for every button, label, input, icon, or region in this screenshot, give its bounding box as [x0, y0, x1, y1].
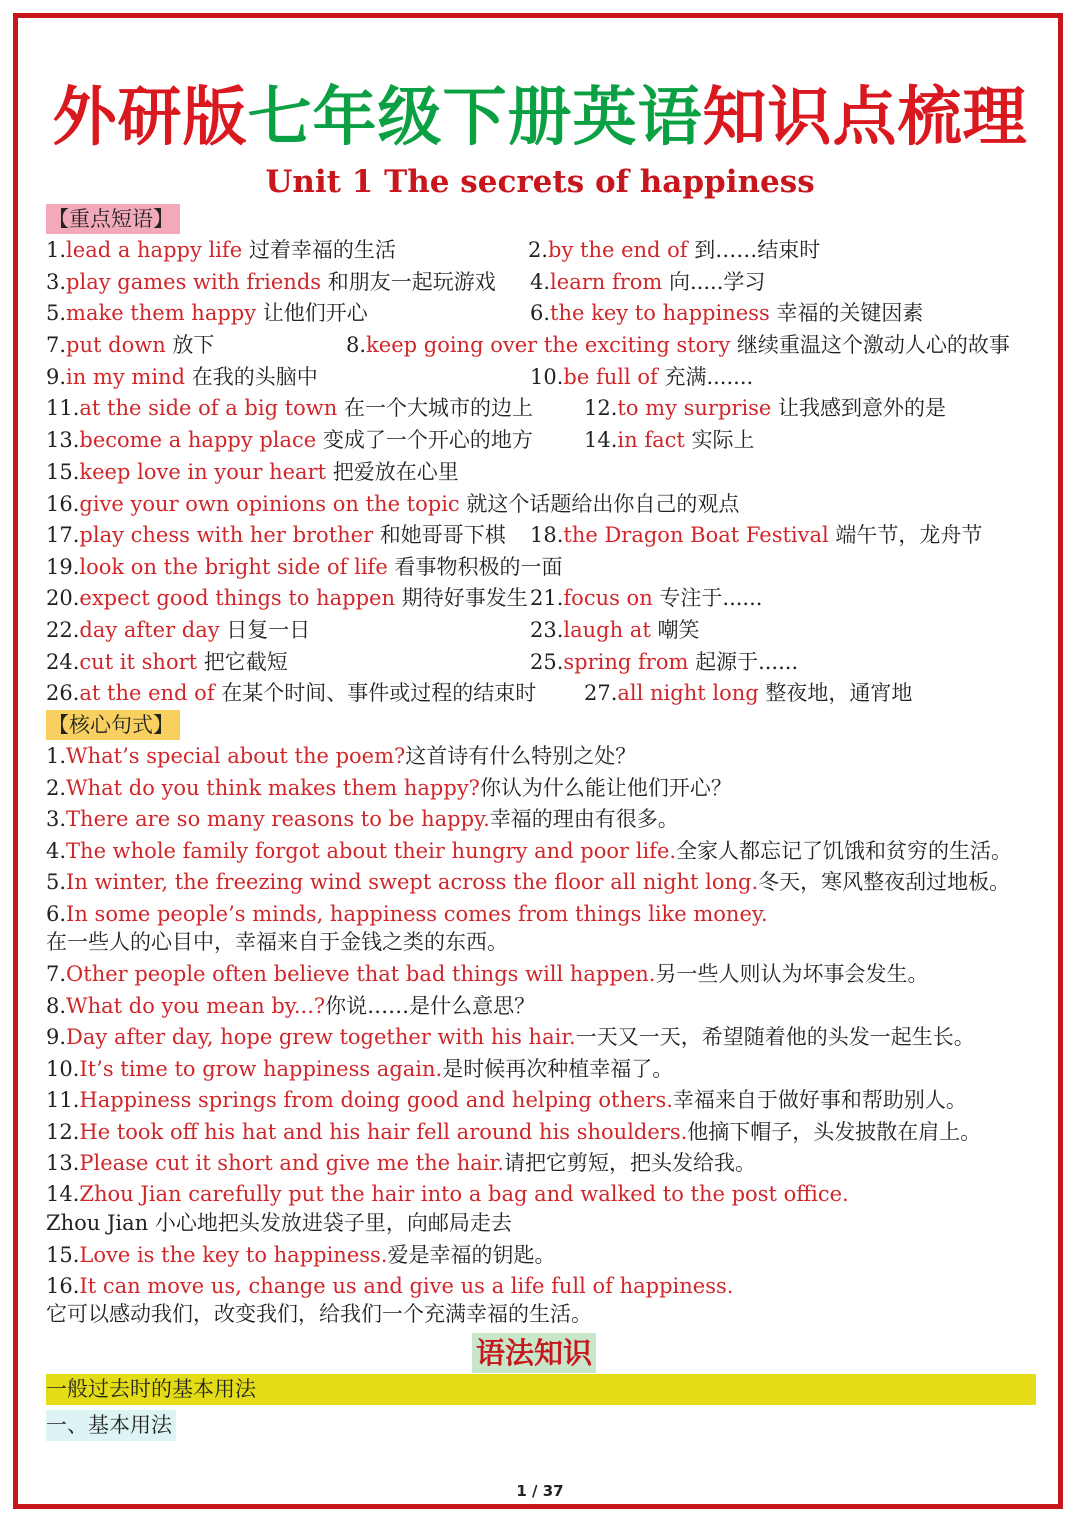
sentence-item: 8.What do you mean by...?你说……是什么意思？ — [46, 994, 536, 1018]
sentence-item: 7.Other people often believe that bad things will happen.另一些人则认为坏事会发生。 — [46, 962, 929, 986]
unit-title: Unit 1 The secrets of happiness — [265, 164, 815, 200]
sentences-section-tag: 【核心句式】 — [46, 710, 180, 740]
sentence-item: 10.It’s time to grow happiness again.是时候再次种植幸福了。 — [46, 1057, 674, 1081]
sentence-item: 13.Please cut it short and give me the hair.请把它剪短，把头发给我。 — [46, 1151, 756, 1175]
title-publisher: 外研版 — [52, 81, 248, 155]
phrase-item: 3.play games with friends 和朋友一起玩游戏 — [46, 270, 496, 294]
phrase-item: 23.laugh at 嘲笑 — [530, 618, 700, 642]
phrase-item: 24.cut it short 把它截短 — [46, 650, 288, 674]
phrase-item: 10.be full of 充满....... — [530, 365, 754, 389]
phrase-item: 17.play chess with her brother 和她哥哥下棋 — [46, 523, 506, 547]
sentence-item: 5.In winter, the freezing wind swept across the floor all night long.冬天，寒风整夜刮过地板。 — [46, 870, 1011, 894]
sentence-item: 9.Day after day, hope grew together with his hair.一天又一天，希望随着他的头发一起生长。 — [46, 1025, 975, 1049]
phrase-item: 13.become a happy place 变成了一个开心的地方 — [46, 428, 533, 452]
phrase-item: 7.put down 放下 — [46, 333, 215, 357]
phrase-item: 16.give your own opinions on the topic 就这个话题给出你自己的观点 — [46, 492, 740, 516]
sentence-item: 2.What do you think makes them happy?你认为什么能让他们开心？ — [46, 776, 732, 800]
phrase-item: 19.look on the bright side of life 看事物积极的一面 — [46, 555, 563, 579]
phrase-item: 2.by the end of 到……结束时 — [528, 238, 821, 262]
phrase-item: 25.spring from 起源于...... — [530, 650, 799, 674]
sentence-item: 16.It can move us, change us and give us a life full of happiness. — [46, 1274, 734, 1298]
phrase-item: 21.focus on 专注于...... — [530, 586, 763, 610]
phrase-item: 9.in my mind 在我的头脑中 — [46, 365, 318, 389]
sentence-item: 6.In some people’s minds, happiness comes from things like money. — [46, 902, 768, 926]
sentence-item: 12.He took off his hat and his hair fell around his shoulders.他摘下帽子，头发披散在肩上。 — [46, 1120, 982, 1144]
phrases-section-tag: 【重点短语】 — [46, 204, 180, 234]
phrase-item: 20.expect good things to happen 期待好事发生 — [46, 586, 528, 610]
sentence-item: 4.The whole family forgot about their hungry and poor life.全家人都忘记了饥饿和贫穷的生活。 — [46, 839, 1013, 863]
sentence-item: 15.Love is the key to happiness.爱是幸福的钥匙。 — [46, 1243, 556, 1267]
phrase-item: 27.all night long 整夜地，通宵地 — [584, 681, 913, 705]
phrase-item: 5.make them happy 让他们开心 — [46, 301, 368, 325]
phrase-item: 26.at the end of 在某个时间、事件或过程的结束时 — [46, 681, 537, 705]
grammar-subsection-heading: 一、基本用法 — [46, 1410, 176, 1441]
phrase-item: 1.lead a happy life 过着幸福的生活 — [46, 238, 396, 262]
phrase-item: 11.at the side of a big town 在一个大城市的边上 — [46, 396, 533, 420]
phrase-item: 4.learn from 向.....学习 — [530, 270, 766, 294]
phrase-item: 22.day after day 日复一日 — [46, 618, 311, 642]
title-topic: 知识点梳理 — [702, 81, 1028, 155]
page-number: 1 / 37 — [516, 1482, 564, 1500]
sentence-translation: 在一些人的心目中，幸福来自于金钱之类的东西。 — [46, 930, 508, 954]
sentence-item: 11.Happiness springs from doing good and helping others.幸福来自于做好事和帮助别人。 — [46, 1088, 967, 1112]
sentence-item: 1.What’s special about the poem?这首诗有什么特别之处？ — [46, 744, 637, 768]
phrase-item: 14.in fact 实际上 — [584, 428, 755, 452]
phrase-item: 18.the Dragon Boat Festival 端午节，龙舟节 — [530, 523, 983, 547]
sentence-translation: 它可以感动我们，改变我们，给我们一个充满幸福的生活。 — [46, 1302, 592, 1326]
phrase-item: 6.the key to happiness 幸福的关键因素 — [530, 301, 924, 325]
title-grade: 七年级下册英语 — [247, 81, 703, 155]
phrase-item: 15.keep love in your heart 把爱放在心里 — [46, 460, 459, 484]
page-title — [0, 66, 1080, 158]
grammar-subtitle-bar: 一般过去时的基本用法 — [46, 1374, 1036, 1405]
phrase-item: 12.to my surprise 让我感到意外的是 — [584, 396, 947, 420]
phrase-item: 8.keep going over the exciting story 继续重温这个激动人心的故事 — [346, 333, 1010, 357]
sentence-translation: Zhou Jian 小心地把头发放进袋子里，向邮局走去 — [46, 1211, 512, 1235]
grammar-section-title: 语法知识 — [472, 1333, 596, 1373]
sentence-item: 3.There are so many reasons to be happy.幸福的理由有很多。 — [46, 807, 679, 831]
sentence-item: 14.Zhou Jian carefully put the hair into a bag and walked to the post office. — [46, 1182, 849, 1206]
